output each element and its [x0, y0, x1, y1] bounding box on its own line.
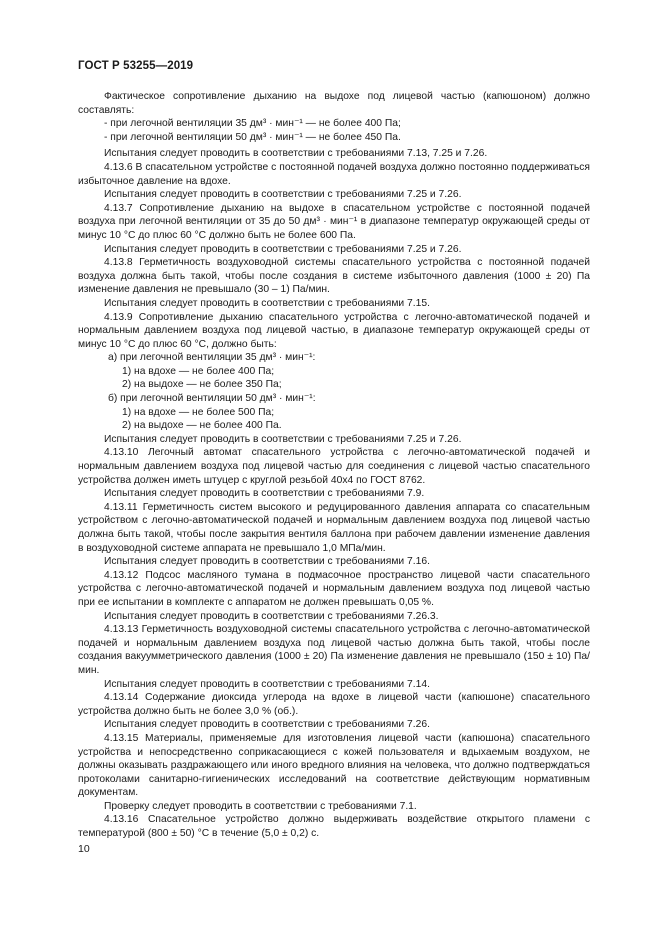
- paragraph: 4.13.10 Легочный автомат спасательного устройства с легочно-автоматической подачей и нормальным давлением воздуха под лицевой частью для соединения с лицевой частью спасательного устройства должен иметь штуцер с круглой резьбой 40х4 по ГОСТ 8762.: [78, 447, 590, 486]
- paragraph: Испытания следует проводить в соответствии с требованиями 7.16.: [104, 556, 430, 568]
- list-item: 1) на вдохе — не более 500 Па;: [122, 406, 275, 418]
- list-item: а) при легочной вентиляции 35 дм³ · мин⁻¹:: [108, 352, 316, 364]
- paragraph: Проверку следует проводить в соответствии с требованиями 7.1.: [104, 800, 417, 812]
- paragraph: Испытания следует проводить в соответствии с требованиями 7.15.: [104, 297, 430, 309]
- paragraph: 4.13.12 Подсос масляного тумана в подмасочное пространство лицевой части спасательного устройства с легочно-автоматической подачей и нормальным давлением воздуха под лицевой частью при ее испытании в комплекте с аппаратом не должен превышать 0,05 %.: [78, 569, 590, 608]
- list-item: - при легочной вентиляции 35 дм³ · мин⁻¹ — не более 400 Па;: [104, 118, 401, 130]
- paragraph: Фактическое сопротивление дыханию на выдохе под лицевой частью (капюшоном) должно составлять:: [78, 91, 590, 116]
- list-item: 2) на выдохе — не более 350 Па;: [122, 379, 282, 391]
- paragraph: 4.13.14 Содержание диоксида углерода на вдохе в лицевой части (капюшоне) спасательного устройства должно быть не более 3,0 % (об.).: [78, 692, 590, 717]
- document-body: [78, 90, 590, 841]
- paragraph: 4.13.13 Герметичность воздуховодной системы спасательного устройства с легочно-автоматической подачей и нормальным давлением воздуха под лицевой частью должна быть такой, чтобы после создания вакуумметрического давления (1000 ± 20) Па изменение давления не превышало (150 ± 10) Па/мин.: [78, 624, 590, 676]
- paragraph: Испытания следует проводить в соответствии с требованиями 7.26.3.: [104, 610, 439, 622]
- paragraph: 4.13.8 Герметичность воздуховодной системы спасательного устройства с постоянной подачей воздуха должна быть такой, чтобы после создания в системе избыточного давления (1000 ± 20) Па изменение давления не превышало (30 – 1) Па/мин.: [78, 257, 590, 296]
- paragraph: Испытания следует проводить в соответствии с требованиями 7.25 и 7.26.: [104, 243, 462, 255]
- paragraph: Испытания следует проводить в соответствии с требованиями 7.14.: [104, 678, 430, 690]
- list-item: - при легочной вентиляции 50 дм³ · мин⁻¹ — не более 450 Па.: [104, 131, 401, 143]
- paragraph: Испытания следует проводить в соответствии с требованиями 7.9.: [104, 488, 425, 500]
- paragraph: 4.13.16 Спасательное устройство должно выдерживать воздействие открытого пламени с температурой (800 ± 50) °С в течение (5,0 ± 0,2) с.: [78, 814, 590, 840]
- paragraph: 4.13.9 Сопротивление дыханию спасательного устройства с легочно-автоматической подачей и нормальным давлением воздуха под лицевой частью, в диапазоне температур окружающей среды от минус 10 °С до плюс 60 °С, должно быть:: [78, 311, 590, 350]
- paragraph: 4.13.7 Сопротивление дыханию на выдохе в спасательном устройстве с постоянной подачей воздуха при легочной вентиляции от 35 до 50 дм³ · мин⁻¹ в диапазоне температур окружающей среды от минус 10 °С до плюс 60 °С должно быть не более 600 Па.: [78, 202, 590, 241]
- paragraph: 4.13.15 Материалы, применяемые для изготовления лицевой части (капюшона) спасательного устройства и непосредственно соприкасающиеся с кожей пользователя и вдыхаемым воздухом, не должны оказывать раздражающего или иного вредного влияния на человека, что должно подтверждаться протоколами санитарно-гигиенических исследований на соответствие действующим нормативным документам.: [78, 732, 590, 799]
- paragraph: 4.13.11 Герметичность систем высокого и редуцированного давления аппарата со спасательным устройством с легочно-автоматической подачей и нормальным давлением воздуха под лицевой частью должна быть такой, чтобы после закрытия вентиля баллона при рабочем давлении изменение давления в воздуховодной системе аппарата не превышало 1,0 МПа/мин.: [78, 501, 590, 554]
- paragraph: Испытания следует проводить в соответствии с требованиями 7.25 и 7.26.: [104, 189, 462, 201]
- page-number: 10: [78, 843, 90, 855]
- paragraph: Испытания следует проводить в соответствии с требованиями 7.25 и 7.26.: [104, 433, 462, 445]
- list-item: 2) на выдохе — не более 400 Па.: [122, 420, 282, 432]
- list-item: б) при легочной вентиляции 50 дм³ · мин⁻¹:: [108, 393, 316, 405]
- paragraph: 4.13.6 В спасательном устройстве с постоянной подачей воздуха должно постоянно поддерживаться избыточное давление на вдохе.: [78, 161, 590, 187]
- paragraph: Испытания следует проводить в соответствии с требованиями 7.13, 7.25 и 7.26.: [104, 148, 488, 160]
- document-header: ГОСТ Р 53255—2019: [78, 60, 194, 72]
- list-item: 1) на вдохе — не более 400 Па;: [122, 365, 275, 377]
- paragraph: Испытания следует проводить в соответствии с требованиями 7.26.: [104, 719, 430, 731]
